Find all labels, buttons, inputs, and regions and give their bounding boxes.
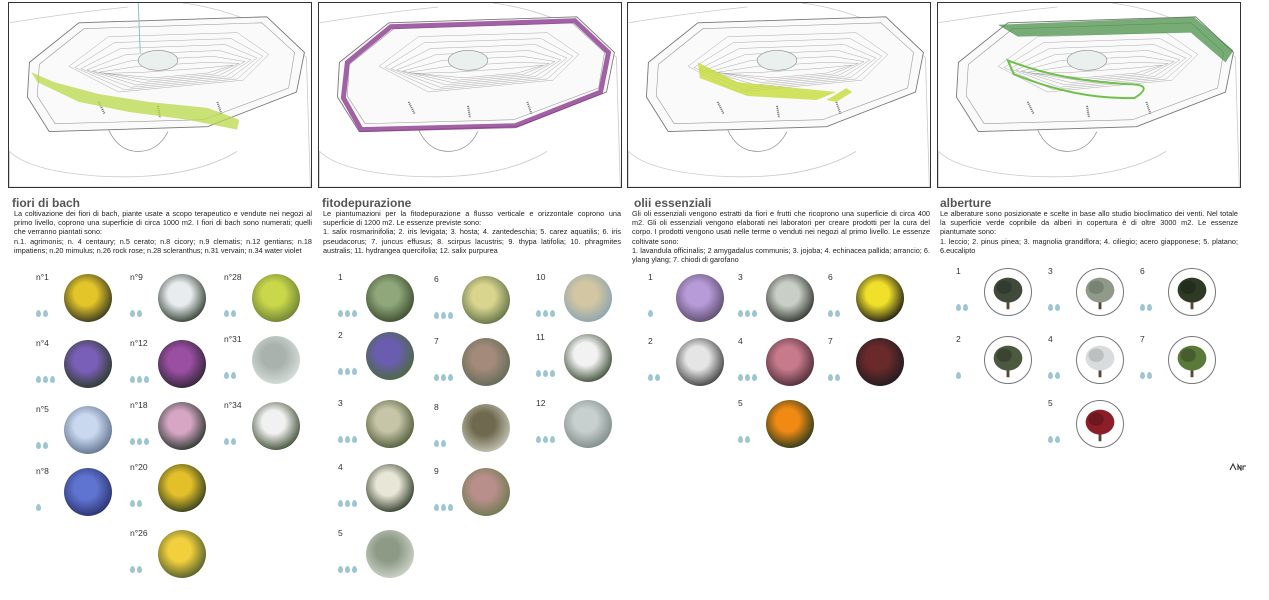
logo-icon xyxy=(1229,462,1247,471)
tree-number: 1 xyxy=(956,266,961,276)
tree-item xyxy=(1048,398,1138,460)
plant-photo xyxy=(366,400,414,448)
plant-photo xyxy=(252,336,300,384)
plant-photo xyxy=(564,334,612,382)
water-need-drops xyxy=(130,500,142,510)
plant-number: n°31 xyxy=(224,334,242,344)
water-drop-icon xyxy=(137,438,142,445)
section-list: 1. salix rosmarinifolia; 2. iris levigata; 3. hosta; 4. zantedeschia; 5. carez aquatilis; 6. iris pseudacorus; 7. juncus effusus; 8. scirpus lacustris; 9. thypa latifolia; 10. phragmites australis; 11. hydrangea quercifolia; 12. salix purpurea xyxy=(323,227,621,255)
water-drop-icon xyxy=(345,436,350,443)
water-drop-icon xyxy=(448,374,453,381)
plant-item xyxy=(536,332,626,394)
water-need-drops xyxy=(1140,304,1152,314)
plant-photo xyxy=(676,274,724,322)
water-drop-icon xyxy=(536,436,541,443)
water-need-drops xyxy=(130,438,149,448)
water-drop-icon xyxy=(828,374,833,381)
section-intro: Gli oli essenziali vengono estratti da fiori e frutti che ricoprono una superficie di circa 400 m2. Gli oli essenziali vengono elaborati nei laboratori per creare prodotti per la cura del corpo. I prodotti vengono usati nelle terme o venduti nei negozi al primo livello. Le essenze coltivate sono: xyxy=(632,209,930,246)
plant-item xyxy=(434,274,524,336)
water-drop-icon xyxy=(655,374,660,381)
plant-item xyxy=(738,336,828,398)
plant-item xyxy=(36,338,126,400)
plant-photo xyxy=(856,338,904,386)
section-intro: La coltivazione dei fiori di bach, piante usate a scopo terapeutico e vendute nei negozi al primo livello, coprono una superficie di circa 1000 m2. I fiori di bach sono numerati; quelli che verranno piantati sono: xyxy=(14,209,312,237)
water-need-drops xyxy=(338,310,357,320)
section-title-fiori-di-bach: fiori di bach xyxy=(12,196,81,210)
plant-number: 7 xyxy=(828,336,833,346)
plant-number: 3 xyxy=(738,272,743,282)
plant-photo xyxy=(158,274,206,322)
water-drop-icon xyxy=(338,566,343,573)
plant-photo xyxy=(64,468,112,516)
plant-item xyxy=(224,400,314,462)
water-drop-icon xyxy=(543,310,548,317)
plant-photo xyxy=(64,406,112,454)
water-drop-icon xyxy=(550,436,555,443)
plant-number: 10 xyxy=(536,272,546,282)
plant-item xyxy=(434,336,524,398)
plant-number: 5 xyxy=(338,528,343,538)
water-drop-icon xyxy=(130,310,135,317)
water-drop-icon xyxy=(43,310,48,317)
water-need-drops xyxy=(536,370,555,380)
water-drop-icon xyxy=(752,374,757,381)
water-drop-icon xyxy=(1147,304,1152,311)
tree-number: 4 xyxy=(1048,334,1053,344)
plant-number: 4 xyxy=(738,336,743,346)
plant-item xyxy=(36,404,126,466)
tree-item xyxy=(956,266,1046,328)
plant-item xyxy=(648,336,738,398)
water-drop-icon xyxy=(956,304,961,311)
water-need-drops xyxy=(536,436,555,446)
water-drop-icon xyxy=(648,374,653,381)
water-drop-icon xyxy=(1055,304,1060,311)
water-drop-icon xyxy=(231,310,236,317)
water-drop-icon xyxy=(338,310,343,317)
water-need-drops xyxy=(338,436,357,446)
water-drop-icon xyxy=(752,310,757,317)
plant-item xyxy=(224,272,314,334)
water-need-drops xyxy=(224,372,236,382)
plant-item xyxy=(434,466,524,528)
water-drop-icon xyxy=(543,436,548,443)
section-list: n.1. agrimonis; n. 4 centaury; n.5 cerato; n.8 cicory; n.9 clematis; n.12 gentians; n.18 impatiens; n.20 mimulus; n.26 rock rose; n.28 scleranthus; n.31 vervain; n.34 water violet xyxy=(14,236,312,255)
water-drop-icon xyxy=(352,500,357,507)
water-need-drops xyxy=(130,566,142,576)
water-drop-icon xyxy=(441,312,446,319)
water-need-drops xyxy=(738,436,750,446)
tree-item xyxy=(1048,266,1138,328)
water-drop-icon xyxy=(1140,372,1145,379)
plant-photo xyxy=(366,332,414,380)
water-drop-icon xyxy=(956,372,961,379)
water-drop-icon xyxy=(441,504,446,511)
plant-number: 3 xyxy=(338,398,343,408)
water-drop-icon xyxy=(345,500,350,507)
plant-item xyxy=(738,272,828,334)
water-need-drops xyxy=(956,372,961,382)
water-drop-icon xyxy=(828,310,833,317)
plant-number: n°4 xyxy=(36,338,49,348)
plant-number: n°5 xyxy=(36,404,49,414)
water-need-drops xyxy=(434,312,453,322)
water-drop-icon xyxy=(224,310,229,317)
water-need-drops xyxy=(36,504,41,514)
water-drop-icon xyxy=(338,436,343,443)
water-drop-icon xyxy=(1147,372,1152,379)
water-need-drops xyxy=(536,310,555,320)
water-need-drops xyxy=(1048,304,1060,314)
water-need-drops xyxy=(434,440,446,450)
plant-item xyxy=(648,272,738,334)
plant-photo xyxy=(564,274,612,322)
plant-photo xyxy=(158,530,206,578)
aerial-plan-olii-essenziali xyxy=(627,2,931,188)
water-drop-icon xyxy=(130,376,135,383)
water-drop-icon xyxy=(352,368,357,375)
section-text-fiori-di-bach xyxy=(14,209,312,255)
water-drop-icon xyxy=(543,370,548,377)
water-drop-icon xyxy=(738,436,743,443)
water-drop-icon xyxy=(130,500,135,507)
water-drop-icon xyxy=(50,376,55,383)
plant-photo xyxy=(252,274,300,322)
plant-item xyxy=(338,330,428,392)
water-need-drops xyxy=(338,500,357,510)
tree-icon xyxy=(984,268,1032,316)
water-drop-icon xyxy=(835,310,840,317)
plant-item xyxy=(224,334,314,396)
water-need-drops xyxy=(338,368,357,378)
plant-number: 1 xyxy=(648,272,653,282)
section-title-olii-essenziali: olii essenziali xyxy=(634,196,712,210)
water-drop-icon xyxy=(745,374,750,381)
plant-photo xyxy=(462,404,510,452)
plant-number: 2 xyxy=(338,330,343,340)
water-drop-icon xyxy=(1048,436,1053,443)
aerial-plan-fitodepurazione xyxy=(318,2,622,188)
water-drop-icon xyxy=(1048,372,1053,379)
water-drop-icon xyxy=(1055,372,1060,379)
water-drop-icon xyxy=(345,566,350,573)
water-drop-icon xyxy=(130,438,135,445)
plant-photo xyxy=(366,530,414,578)
water-drop-icon xyxy=(550,310,555,317)
water-drop-icon xyxy=(36,376,41,383)
tree-item xyxy=(1140,334,1230,396)
water-drop-icon xyxy=(137,376,142,383)
water-need-drops xyxy=(738,374,757,384)
plant-item xyxy=(828,272,918,334)
water-need-drops xyxy=(1048,436,1060,446)
plant-item xyxy=(338,272,428,334)
plant-item xyxy=(130,400,220,462)
plant-item xyxy=(36,466,126,528)
plant-number: n°12 xyxy=(130,338,148,348)
water-need-drops xyxy=(1048,372,1060,382)
water-drop-icon xyxy=(648,310,653,317)
water-drop-icon xyxy=(536,370,541,377)
plant-photo xyxy=(64,340,112,388)
plant-number: n°8 xyxy=(36,466,49,476)
tree-number: 3 xyxy=(1048,266,1053,276)
water-drop-icon xyxy=(345,368,350,375)
plant-number: 9 xyxy=(434,466,439,476)
plant-photo xyxy=(766,274,814,322)
water-drop-icon xyxy=(745,436,750,443)
water-need-drops xyxy=(434,374,453,384)
tree-item xyxy=(1140,266,1230,328)
water-drop-icon xyxy=(137,310,142,317)
plant-photo xyxy=(462,338,510,386)
plant-item xyxy=(536,272,626,334)
plant-item xyxy=(338,398,428,460)
water-need-drops xyxy=(738,310,757,320)
water-need-drops xyxy=(338,566,357,576)
plant-item xyxy=(828,336,918,398)
water-drop-icon xyxy=(231,438,236,445)
plant-item xyxy=(130,528,220,590)
plant-photo xyxy=(366,274,414,322)
water-need-drops xyxy=(828,374,840,384)
water-need-drops xyxy=(36,376,55,386)
water-drop-icon xyxy=(144,438,149,445)
water-drop-icon xyxy=(36,442,41,449)
plant-number: n°9 xyxy=(130,272,143,282)
plant-number: 12 xyxy=(536,398,546,408)
water-need-drops xyxy=(36,310,48,320)
water-drop-icon xyxy=(1140,304,1145,311)
water-need-drops xyxy=(130,310,142,320)
plant-number: 7 xyxy=(434,336,439,346)
plant-photo xyxy=(564,400,612,448)
water-drop-icon xyxy=(231,372,236,379)
water-drop-icon xyxy=(352,436,357,443)
aerial-plan-fiori-di-bach xyxy=(8,2,312,188)
plant-number: 4 xyxy=(338,462,343,472)
section-intro: Le piantumazioni per la fitodepurazione a flusso verticale e orizzontale coprono una superficie di 1200 m2. Le essenze previste sono: xyxy=(323,209,621,228)
water-need-drops xyxy=(36,442,48,452)
plant-number: 6 xyxy=(434,274,439,284)
water-drop-icon xyxy=(1055,436,1060,443)
water-drop-icon xyxy=(835,374,840,381)
tree-item xyxy=(956,334,1046,396)
water-drop-icon xyxy=(338,368,343,375)
water-drop-icon xyxy=(345,310,350,317)
plant-photo xyxy=(252,402,300,450)
tree-number: 2 xyxy=(956,334,961,344)
water-drop-icon xyxy=(224,372,229,379)
water-need-drops xyxy=(828,310,840,320)
water-drop-icon xyxy=(137,566,142,573)
water-drop-icon xyxy=(224,438,229,445)
water-drop-icon xyxy=(434,312,439,319)
water-drop-icon xyxy=(963,304,968,311)
water-drop-icon xyxy=(448,312,453,319)
plant-number: n°34 xyxy=(224,400,242,410)
section-text-fitodepurazione xyxy=(323,209,621,255)
plant-item xyxy=(338,462,428,524)
plant-photo xyxy=(766,400,814,448)
water-drop-icon xyxy=(550,370,555,377)
section-title-alberture: alberture xyxy=(940,196,992,210)
plant-photo xyxy=(158,464,206,512)
water-drop-icon xyxy=(43,376,48,383)
water-need-drops xyxy=(1140,372,1152,382)
section-title-fitodepurazione: fitodepurazione xyxy=(322,196,412,210)
water-need-drops xyxy=(224,310,236,320)
tree-icon xyxy=(1076,268,1124,316)
water-drop-icon xyxy=(441,440,446,447)
plant-number: 6 xyxy=(828,272,833,282)
water-drop-icon xyxy=(352,310,357,317)
plant-photo xyxy=(856,274,904,322)
water-drop-icon xyxy=(448,504,453,511)
plant-number: 1 xyxy=(338,272,343,282)
water-drop-icon xyxy=(434,504,439,511)
water-drop-icon xyxy=(36,504,41,511)
plant-number: 5 xyxy=(738,398,743,408)
section-list: 1. leccio; 2. pinus pinea; 3. magnolia grandiflora; 4. ciliegio; acero giapponese; 5. platano; 6.eucalipto xyxy=(940,236,1238,255)
water-drop-icon xyxy=(137,500,142,507)
water-drop-icon xyxy=(434,440,439,447)
section-list: 1. lavandula officinalis; 2 amygadalus communis; 3. jojoba; 4. echinacea pallida; arrancio; 6. ylang ylang; 7. chiodi di garofano xyxy=(632,245,930,265)
plant-number: 11 xyxy=(536,332,545,342)
tree-icon xyxy=(1076,336,1124,384)
tree-number: 7 xyxy=(1140,334,1145,344)
water-drop-icon xyxy=(434,374,439,381)
water-drop-icon xyxy=(738,310,743,317)
plant-photo xyxy=(766,338,814,386)
plant-item xyxy=(130,338,220,400)
plant-number: n°18 xyxy=(130,400,148,410)
plant-number: n°1 xyxy=(36,272,49,282)
water-drop-icon xyxy=(1048,304,1053,311)
water-need-drops xyxy=(224,438,236,448)
section-text-olii-essenziali xyxy=(632,209,930,264)
plant-item xyxy=(738,398,828,460)
water-drop-icon xyxy=(43,442,48,449)
water-drop-icon xyxy=(36,310,41,317)
tree-icon xyxy=(1168,268,1216,316)
water-drop-icon xyxy=(441,374,446,381)
water-drop-icon xyxy=(144,376,149,383)
tree-number: 6 xyxy=(1140,266,1145,276)
plant-item xyxy=(434,402,524,464)
plant-item xyxy=(130,462,220,524)
aerial-plan-alberture xyxy=(937,2,1241,188)
water-drop-icon xyxy=(745,310,750,317)
water-drop-icon xyxy=(536,310,541,317)
water-drop-icon xyxy=(352,566,357,573)
tree-icon xyxy=(1168,336,1216,384)
plant-photo xyxy=(462,468,510,516)
plant-number: n°28 xyxy=(224,272,242,282)
plant-item xyxy=(36,272,126,334)
plant-item xyxy=(130,272,220,334)
plant-photo xyxy=(676,338,724,386)
water-need-drops xyxy=(956,304,968,314)
section-intro: Le alberature sono posizionate e scelte in base allo studio bioclimatico dei venti. Nel totale la superficie verde copribile da alberi in copertura è di oltre 3000 m2. Le essenze piantumate sono: xyxy=(940,209,1238,237)
tree-item xyxy=(1048,334,1138,396)
plant-number: n°20 xyxy=(130,462,148,472)
plant-number: n°26 xyxy=(130,528,148,538)
tree-icon xyxy=(984,336,1032,384)
plant-photo xyxy=(158,340,206,388)
section-text-alberture xyxy=(940,209,1238,255)
water-need-drops xyxy=(648,374,660,384)
plant-photo xyxy=(158,402,206,450)
plant-number: 8 xyxy=(434,402,439,412)
plant-photo xyxy=(462,276,510,324)
plant-photo xyxy=(366,464,414,512)
water-drop-icon xyxy=(738,374,743,381)
tree-number: 5 xyxy=(1048,398,1053,408)
water-need-drops xyxy=(434,504,453,514)
water-drop-icon xyxy=(338,500,343,507)
water-need-drops xyxy=(130,376,149,386)
plant-photo xyxy=(64,274,112,322)
tree-icon xyxy=(1076,400,1124,448)
water-need-drops xyxy=(648,310,653,320)
plant-item xyxy=(536,398,626,460)
water-drop-icon xyxy=(130,566,135,573)
plant-number: 2 xyxy=(648,336,653,346)
plant-item xyxy=(338,528,428,590)
